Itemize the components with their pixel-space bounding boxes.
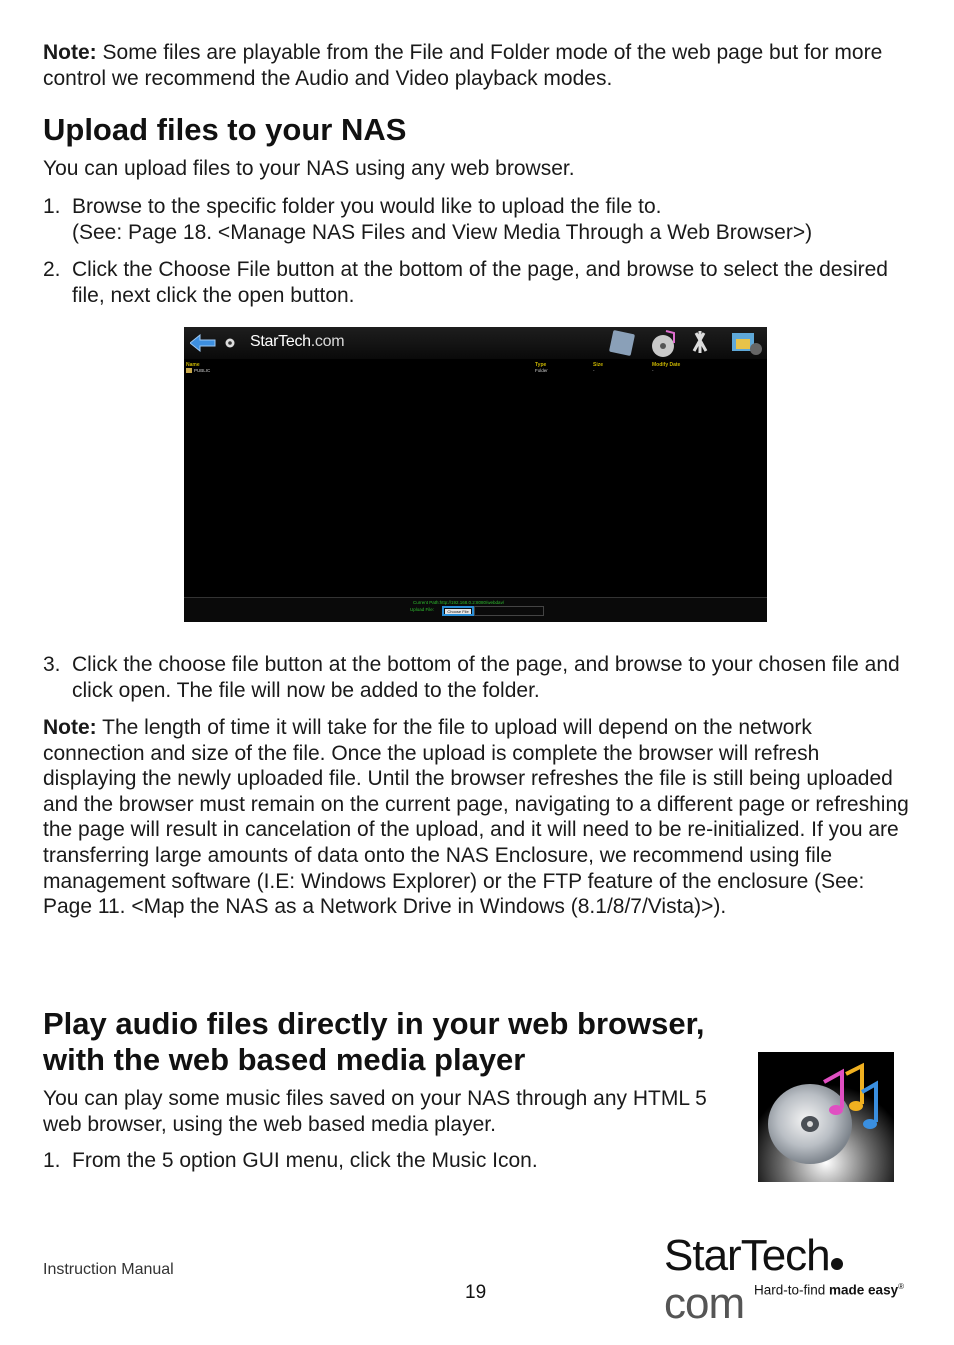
media-mode-icons <box>608 329 766 359</box>
step-sub-text: (See: Page 18. <Manage NAS Files and View Media Through a Web Browser>) <box>72 220 813 244</box>
column-date: Modify Date <box>652 362 681 368</box>
column-name: Name <box>186 362 200 368</box>
row-type: Folder <box>535 368 548 373</box>
startech-logo <box>664 1231 904 1328</box>
back-arrow-icon <box>190 334 216 352</box>
note-1 <box>43 40 913 91</box>
step-text: Browse to the specific folder you would like to upload the file to. <box>72 195 662 218</box>
screenshot-logo: StarTech.com <box>250 333 345 350</box>
brand-tagline: Hard-to-find made easy® <box>754 1282 904 1298</box>
note-1-label: Note: <box>43 41 97 64</box>
file-name-field <box>474 606 544 616</box>
gear-icon <box>224 337 236 349</box>
upload-file-label: Upload File: <box>410 607 435 612</box>
screenshot-footer <box>184 597 767 622</box>
music-icon <box>758 1052 894 1182</box>
note-2 <box>43 715 913 920</box>
nas-web-ui-screenshot <box>184 327 767 622</box>
upload-step-2 <box>43 257 913 308</box>
step-number: 2. <box>43 258 61 281</box>
upload-intro: You can upload files to your NAS using any web browser. <box>43 157 575 180</box>
row-date: - <box>652 368 654 373</box>
column-type: Type <box>535 362 547 368</box>
upload-step-3 <box>43 652 913 703</box>
choose-file-button[interactable]: Choose File <box>442 606 474 616</box>
upload-heading: Upload files to your NAS <box>43 112 407 147</box>
note-1-text: Some files are playable from the File and Folder mode of the web page but for more control we recommend the Audio and Video playback modes. <box>43 41 883 90</box>
file-list-header <box>184 362 767 369</box>
play-step-1 <box>43 1148 743 1174</box>
step-text: Click the choose file button at the bottom of the page, and browse to your chosen file and click open. The file will now be added to the folder. <box>72 653 900 702</box>
row-name: PUBLIC <box>194 368 211 373</box>
brand-dot-icon <box>831 1258 843 1270</box>
column-size: Size <box>593 362 604 368</box>
row-size: - <box>593 368 595 373</box>
play-heading: Play audio files directly in your web browser, with the web based media player <box>43 1006 705 1077</box>
step-number: 1. <box>43 1149 61 1172</box>
screenshot-top-bar <box>184 327 767 359</box>
step-text: Click the Choose File button at the bottom of the page, and browse to select the desired file, next click the open button. <box>72 258 888 307</box>
note-2-text: The length of time it will take for the file to upload will depend on the network connection and size of the file. Once the upload is complete the browser will refresh displaying the newly uploaded file. Until the browser refreshes the file is still being uploaded and the browser must remain on the current page, navigating to a different page or refreshing the page will result in cancelation of the upload, and it will need to be re-initialized. If you are transferring large amounts of data onto the NAS Enclosure, we recommend using file management software (I.E: Windows Explorer) or the FTP feature of the enclosure (See: Page 11. <Map the NAS as a Network Drive in Windows (8.1/8/7/Vista)>). <box>43 716 909 919</box>
upload-step-1 <box>43 194 913 245</box>
page-number: 19 <box>465 1282 487 1303</box>
step-number: 3. <box>43 653 61 676</box>
note-2-label: Note: <box>43 716 97 739</box>
step-number: 1. <box>43 195 61 218</box>
play-intro: You can play some music files saved on your NAS through any HTML 5 web browser, using the web based media player. <box>43 1087 707 1136</box>
folder-icon <box>186 368 192 373</box>
current-path: Current Path:http://192.168.0.2:8080/webdav/ <box>413 600 505 605</box>
brand-wordmark: StarTechcom <box>664 1232 902 1328</box>
step-text: From the 5 option GUI menu, click the Music Icon. <box>72 1149 538 1172</box>
footer-manual-label: Instruction Manual <box>43 1261 174 1278</box>
